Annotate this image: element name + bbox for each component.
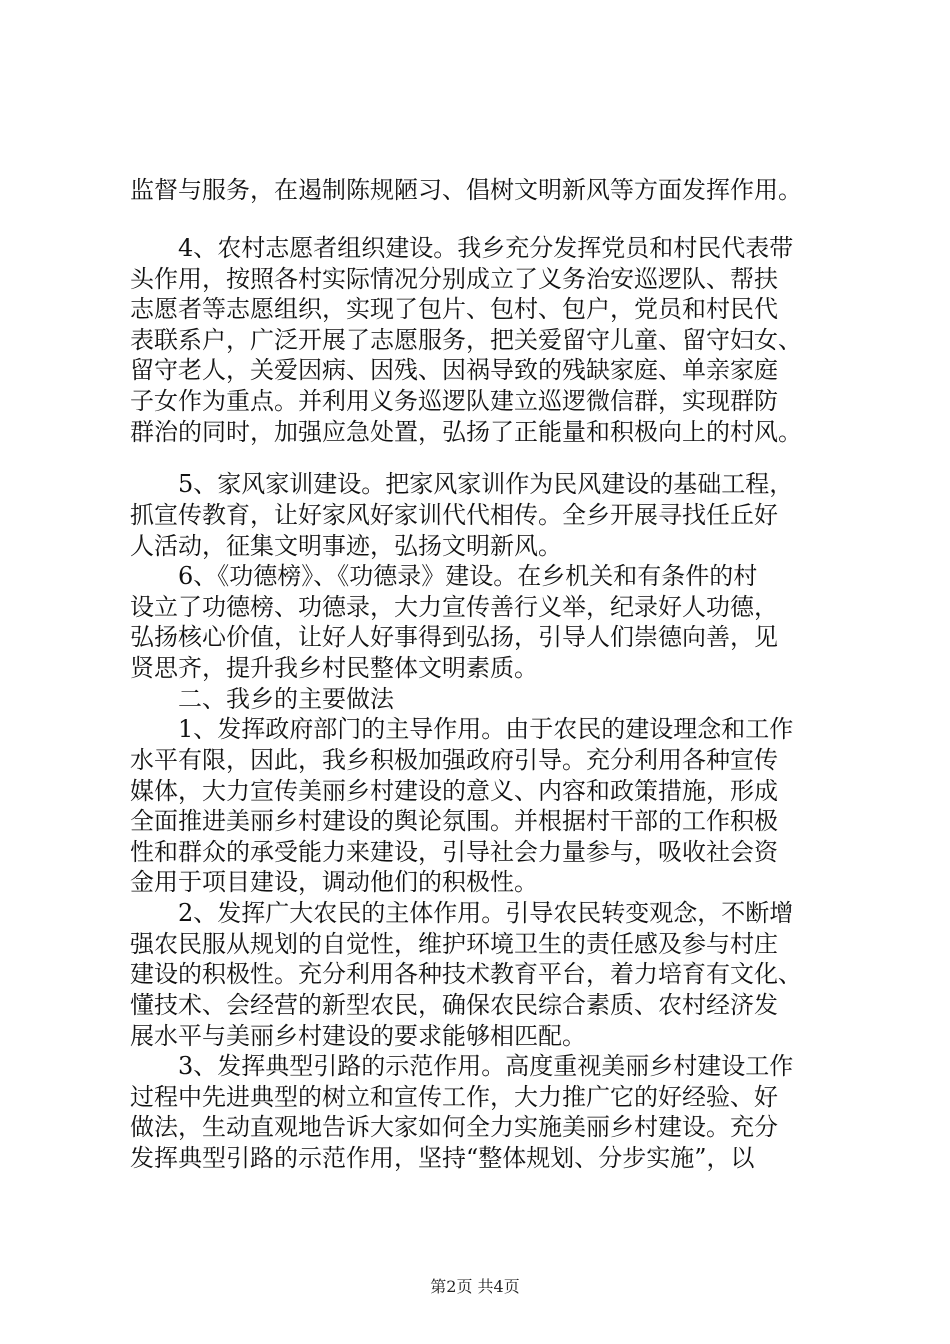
text-line: 志愿者等志愿组织，实现了包片、包村、包户，党员和村民代 <box>130 295 778 323</box>
page-footer: 第2页 共4页 <box>430 1277 520 1296</box>
text-line: 群治的同时，加强应急处置，弘扬了正能量和积极向上的村风。 <box>130 418 802 446</box>
text-line: 留守老人，关爱因病、因残、因祸导致的残缺家庭、单亲家庭 <box>130 356 778 384</box>
text-line: 媒体，大力宣传美丽乡村建设的意义、内容和政策措施，形成 <box>130 777 778 805</box>
text-line: 贤思齐，提升我乡村民整体文明素质。 <box>130 654 538 682</box>
text-line: 监督与服务，在遏制陈规陋习、倡树文明新风等方面发挥作用。 <box>130 176 802 204</box>
text-line: 二、我乡的主要做法 <box>178 685 394 713</box>
text-line: 展水平与美丽乡村建设的要求能够相匹配。 <box>130 1022 586 1050</box>
text-line: 水平有限，因此，我乡积极加强政府引导。充分利用各种宣传 <box>130 746 778 774</box>
text-line: 过程中先进典型的树立和宣传工作，大力推广它的好经验、好 <box>130 1083 778 1111</box>
text-line: 3、发挥典型引路的示范作用。高度重视美丽乡村建设工作 <box>178 1052 794 1080</box>
text-line: 做法，生动直观地告诉大家如何全力实施美丽乡村建设。充分 <box>130 1113 778 1141</box>
text-line: 抓宣传教育，让好家风好家训代代相传。全乡开展寻找任丘好 <box>130 501 778 529</box>
text-line: 头作用，按照各村实际情况分别成立了义务治安巡逻队、帮扶 <box>130 265 778 293</box>
text-line: 1、发挥政府部门的主导作用。由于农民的建设理念和工作 <box>178 715 794 743</box>
text-line: 性和群众的承受能力来建设，引导社会力量参与，吸收社会资 <box>130 838 778 866</box>
text-line: 6、《功德榜》、《功德录》建设。在乡机关和有条件的村 <box>178 562 758 590</box>
text-line: 强农民服从规划的自觉性，维护环境卫生的责任感及参与村庄 <box>130 930 778 958</box>
text-line: 4、农村志愿者组织建设。我乡充分发挥党员和村民代表带 <box>178 234 794 262</box>
text-line: 懂技术、会经营的新型农民，确保农民综合素质、农村经济发 <box>130 991 778 1019</box>
text-line: 5、家风家训建设。把家风家训作为民风建设的基础工程， <box>178 470 794 498</box>
text-line: 人活动，征集文明事迹，弘扬文明新风。 <box>130 532 562 560</box>
text-line: 设立了功德榜、功德录，大力宣传善行义举，纪录好人功德， <box>130 593 778 621</box>
text-line: 发挥典型引路的示范作用，坚持“整体规划、分步实施”，以 <box>130 1144 755 1172</box>
text-line: 弘扬核心价值，让好人好事得到弘扬，引导人们崇德向善，见 <box>130 623 778 651</box>
text-line: 表联系户，广泛开展了志愿服务，把关爱留守儿童、留守妇女、 <box>130 326 802 354</box>
text-line: 2、发挥广大农民的主体作用。引导农民转变观念，不断增 <box>178 899 794 927</box>
text-line: 子女作为重点。并利用义务巡逻队建立巡逻微信群，实现群防 <box>130 387 778 415</box>
text-line: 金用于项目建设，调动他们的积极性。 <box>130 868 538 896</box>
text-line: 全面推进美丽乡村建设的舆论氛围。并根据村干部的工作积极 <box>130 807 778 835</box>
text-line: 建设的积极性。充分利用各种技术教育平台，着力培育有文化、 <box>130 960 802 988</box>
